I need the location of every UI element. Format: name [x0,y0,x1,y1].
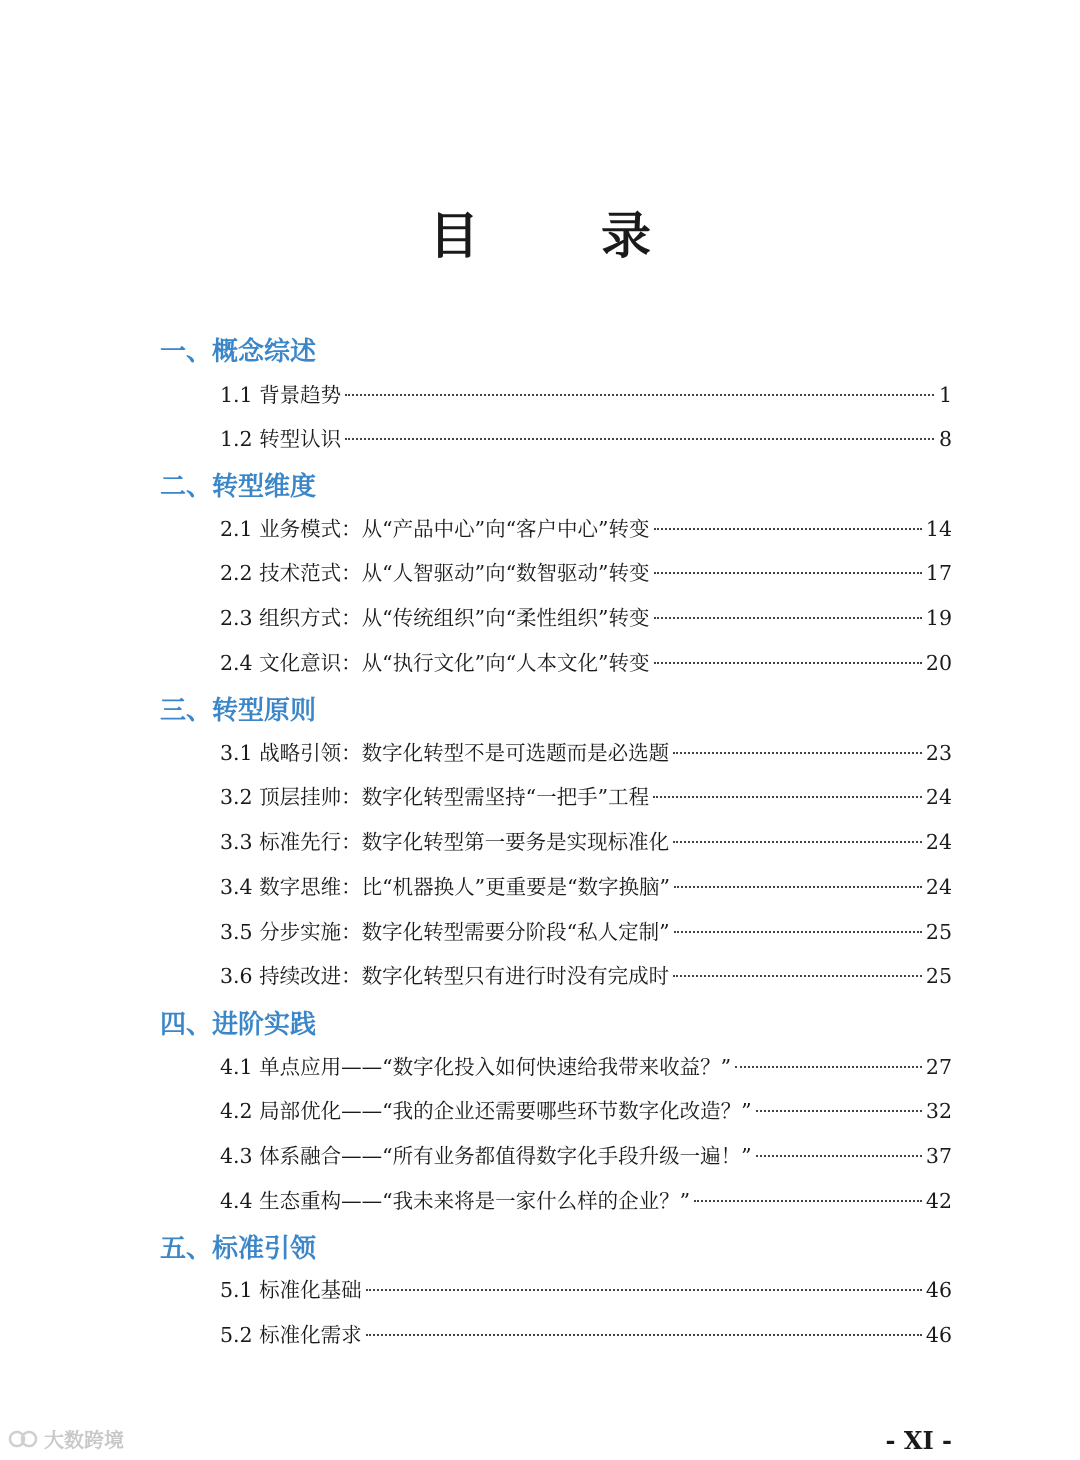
toc-entry-3-1[interactable] [220,736,952,770]
dot-leader [345,394,934,396]
toc-entry-2-4[interactable] [220,646,952,680]
entry-page-number: 19 [925,606,952,630]
dot-leader [756,1155,922,1157]
dot-leader [673,841,922,843]
entry-page-number: 23 [925,741,952,765]
entry-title: 2.1 业务模式：从“产品中心”向“客户中心”转变 [220,517,650,541]
entry-page-number: 46 [925,1278,952,1302]
entry-title: 2.4 文化意识：从“执行文化”向“人本文化”转变 [220,651,650,675]
entry-page-number: 17 [925,561,952,585]
toc-entry-1-1[interactable] [220,378,952,412]
entry-page-number: 14 [925,517,952,541]
entry-page-number: 46 [925,1323,952,1347]
watermark-logo-icon [8,1426,38,1452]
entry-page-number: 24 [925,830,952,854]
watermark-text: 大数跨境 [44,1428,124,1452]
entry-title: 3.4 数字思维：比“机器换人”更重要是“数字换脑” [220,875,671,899]
toc-entry-4-2[interactable] [220,1094,952,1128]
dot-leader [653,796,922,798]
entry-title: 4.4 生态重构——“我未来将是一家什么样的企业？” [220,1189,691,1213]
dot-leader [366,1289,922,1291]
dot-leader [694,1200,922,1202]
entry-page-number: 25 [925,920,952,944]
toc-entry-2-3[interactable] [220,601,952,635]
entry-title: 4.3 体系融合——“所有业务都值得数字化手段升级一遍！” [220,1144,752,1168]
toc-entry-3-6[interactable] [220,959,952,993]
entry-title: 5.2 标准化需求 [220,1323,362,1347]
toc-entry-4-1[interactable] [220,1050,952,1084]
dot-leader [735,1066,922,1068]
section-heading-1[interactable]: 一、概念综述 [160,337,317,367]
dot-leader [756,1110,922,1112]
dot-leader [654,528,922,530]
entry-page-number: 24 [925,875,952,899]
toc-entry-5-2[interactable] [220,1318,952,1352]
entry-title: 3.2 顶层挂帅：数字化转型需坚持“一把手”工程 [220,785,650,809]
watermark-logo [8,1424,124,1453]
entry-title: 3.1 战略引领：数字化转型不是可选题而是必选题 [220,741,670,765]
dot-leader [674,931,922,933]
entry-page-number: 24 [925,785,952,809]
entry-page-number: 27 [925,1055,952,1079]
entry-title: 2.2 技术范式：从“人智驱动”向“数智驱动”转变 [220,561,650,585]
dot-leader [366,1334,922,1336]
dot-leader [674,886,922,888]
dot-leader [654,662,922,664]
toc-entry-2-1[interactable] [220,512,952,546]
section-heading-3[interactable]: 三、转型原则 [160,696,317,726]
dot-leader [345,438,934,440]
dot-leader [673,975,922,977]
entry-page-number: 32 [925,1099,952,1123]
section-heading-4[interactable]: 四、进阶实践 [160,1010,317,1040]
entry-title: 1.1 背景趋势 [220,383,342,407]
toc-entry-3-2[interactable] [220,780,952,814]
toc-entry-4-3[interactable] [220,1139,952,1173]
entry-title: 4.2 局部优化——“我的企业还需要哪些环节数字化改造？” [220,1099,752,1123]
entry-page-number: 1 [938,383,952,407]
toc-entry-2-2[interactable] [220,556,952,590]
toc-entry-3-5[interactable] [220,915,952,949]
toc-entry-3-4[interactable] [220,870,952,904]
entry-title: 3.5 分步实施：数字化转型需要分阶段“私人定制” [220,920,670,944]
entry-title: 4.1 单点应用——“数字化投入如何快速给我带来收益？” [220,1055,732,1079]
page-number: - XI - [885,1426,952,1455]
dot-leader [654,617,922,619]
entry-page-number: 42 [925,1189,952,1213]
entry-title: 5.1 标准化基础 [220,1278,362,1302]
entry-page-number: 20 [925,651,952,675]
toc-entry-5-1[interactable] [220,1273,952,1307]
toc-entry-4-4[interactable] [220,1184,952,1218]
entry-page-number: 25 [925,964,952,988]
section-heading-5[interactable]: 五、标准引领 [160,1234,317,1264]
toc-entry-3-3[interactable] [220,825,952,859]
toc-entry-1-2[interactable] [220,422,952,456]
section-heading-2[interactable]: 二、转型维度 [160,472,317,502]
page-title: 目 录 [429,206,687,265]
entry-title: 2.3 组织方式：从“传统组织”向“柔性组织”转变 [220,606,650,630]
dot-leader [673,752,922,754]
entry-page-number: 8 [938,427,952,451]
entry-title: 1.2 转型认识 [220,427,342,451]
dot-leader [654,572,922,574]
entry-title: 3.3 标准先行：数字化转型第一要务是实现标准化 [220,830,670,854]
entry-page-number: 37 [925,1144,952,1168]
entry-title: 3.6 持续改进：数字化转型只有进行时没有完成时 [220,964,670,988]
